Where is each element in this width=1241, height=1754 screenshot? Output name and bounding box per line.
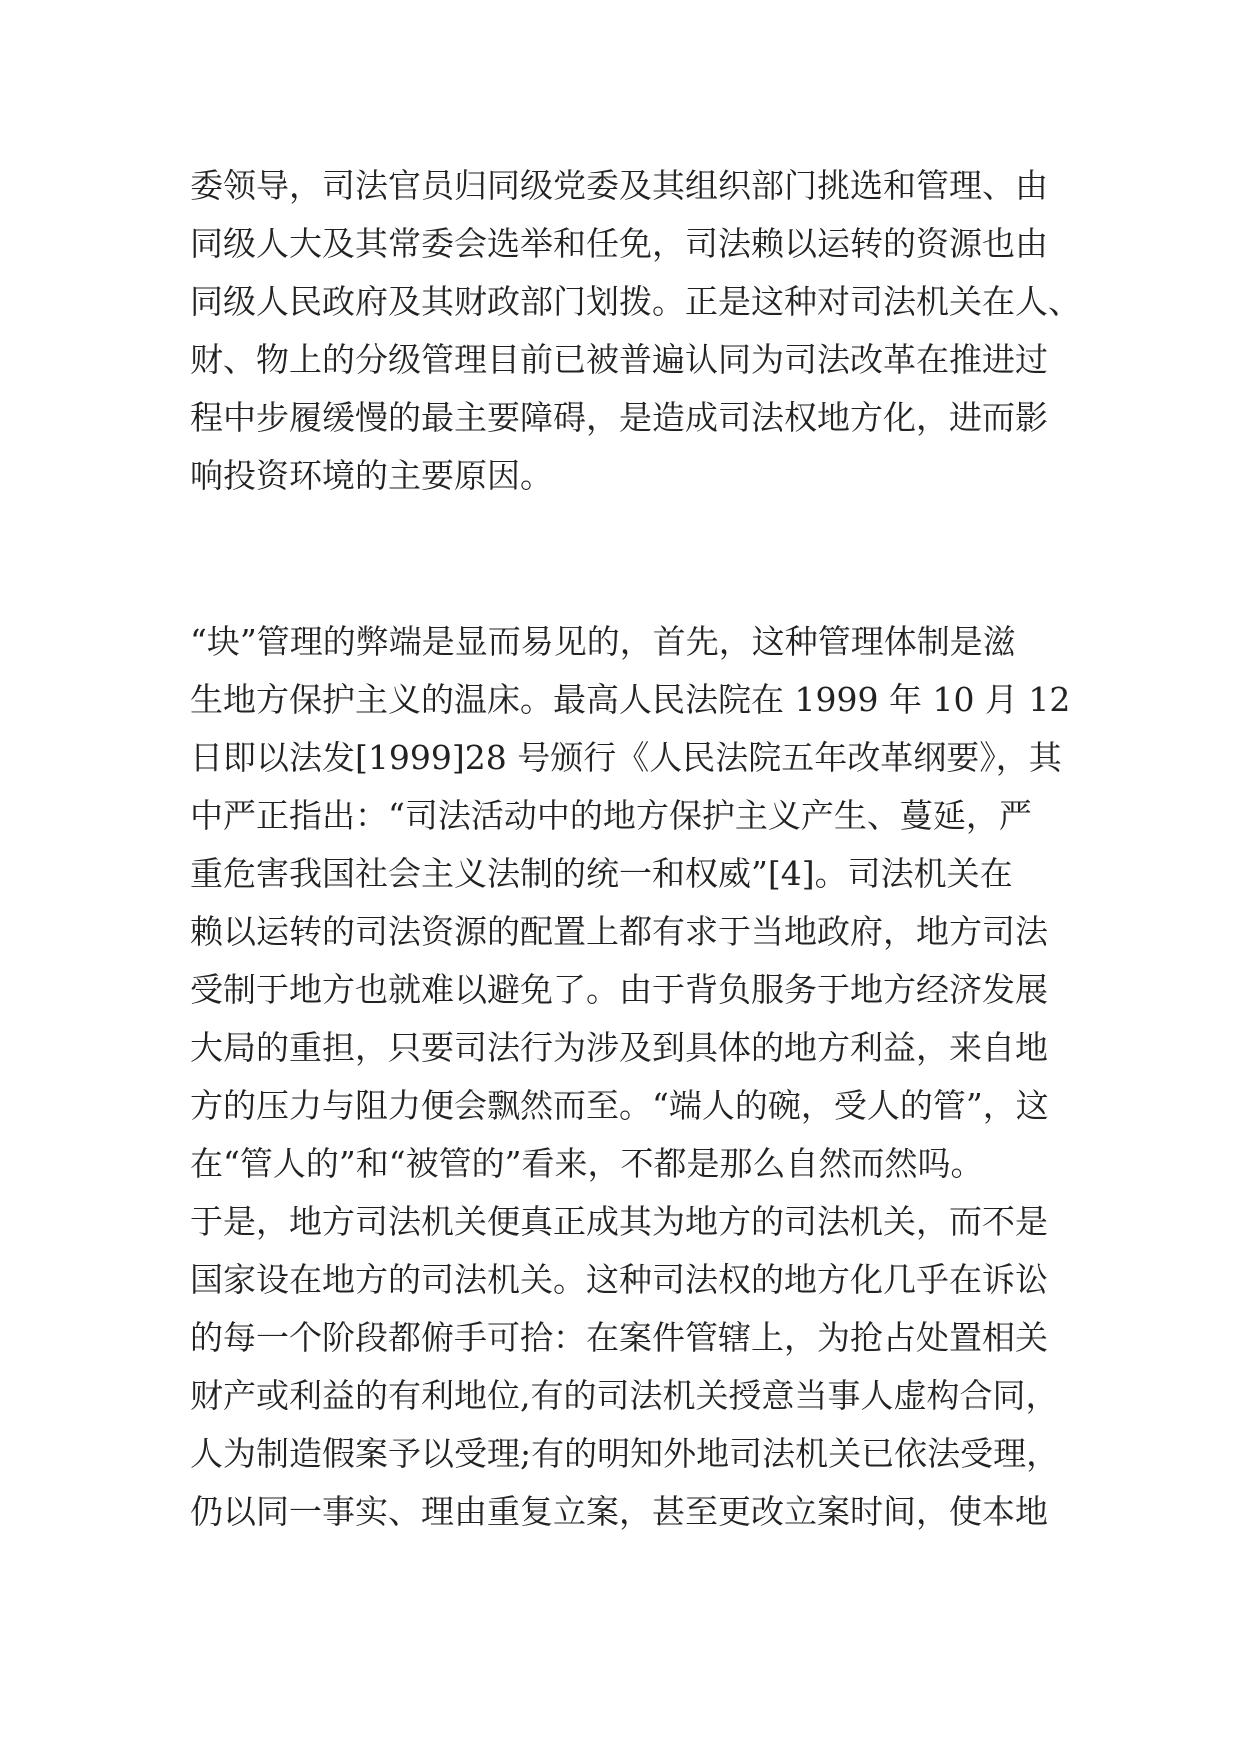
text-line: 赖以运转的司法资源的配置上都有求于当地政府，地方司法 — [190, 912, 1048, 951]
paragraph-1 — [190, 157, 1090, 505]
text-line: 于是，地方司法机关便真正成其为地方的司法机关，而不是 — [190, 1202, 1048, 1241]
text-line: 方的压力与阻力便会飘然而至。“端人的碗，受人的管”，这 — [190, 1086, 1049, 1125]
text-line: 在“管人的”和“被管的”看来，不都是那么自然而然吗。 — [190, 1144, 984, 1183]
text-line: 仍以同一事实、理由重复立案，甚至更改立案时间，使本地 — [190, 1492, 1048, 1531]
text-line: 响投资环境的主要原因。 — [190, 456, 553, 495]
text-line: 受制于地方也就难以避免了。由于背负服务于地方经济发展 — [190, 970, 1048, 1009]
text-line: 日即以法发[1999]28 号颁行《人民法院五年改革纲要》，其 — [190, 738, 1062, 777]
text-line: 同级人大及其常委会选举和任免，司法赖以运转的资源也由 — [190, 224, 1048, 263]
text-line: 财、物上的分级管理目前已被普遍认同为司法改革在推进过 — [190, 340, 1048, 379]
text-line: 程中步履缓慢的最主要障碍，是造成司法权地方化，进而影 — [190, 398, 1048, 437]
text-line: 财产或利益的有利地位,有的司法机关授意当事人虚构合同， — [190, 1376, 1059, 1415]
text-line: 生地方保护主义的温床。最高人民法院在 1999 年 10 月 12 — [190, 680, 1071, 719]
text-line: 重危害我国社会主义法制的统一和权威”[4]。司法机关在 — [190, 854, 1013, 893]
text-line: “块”管理的弊端是显而易见的，首先，这种管理体制是滋 — [190, 622, 1016, 661]
paragraph-2 — [190, 613, 1090, 1541]
text-line: 人为制造假案予以受理;有的明知外地司法机关已依法受理， — [190, 1434, 1060, 1473]
text-line: 同级人民政府及其财政部门划拨。正是这种对司法机关在人、 — [190, 282, 1081, 321]
text-line: 中严正指出：“司法活动中的地方保护主义产生、蔓延，严 — [190, 796, 1032, 835]
text-line: 国家设在地方的司法机关。这种司法权的地方化几乎在诉讼 — [190, 1260, 1048, 1299]
text-line: 大局的重担，只要司法行为涉及到具体的地方利益，来自地 — [190, 1028, 1048, 1067]
text-line: 的每一个阶段都俯手可拾：在案件管辖上，为抢占处置相关 — [190, 1318, 1048, 1357]
text-line: 委领导，司法官员归同级党委及其组织部门挑选和管理、由 — [190, 166, 1048, 205]
